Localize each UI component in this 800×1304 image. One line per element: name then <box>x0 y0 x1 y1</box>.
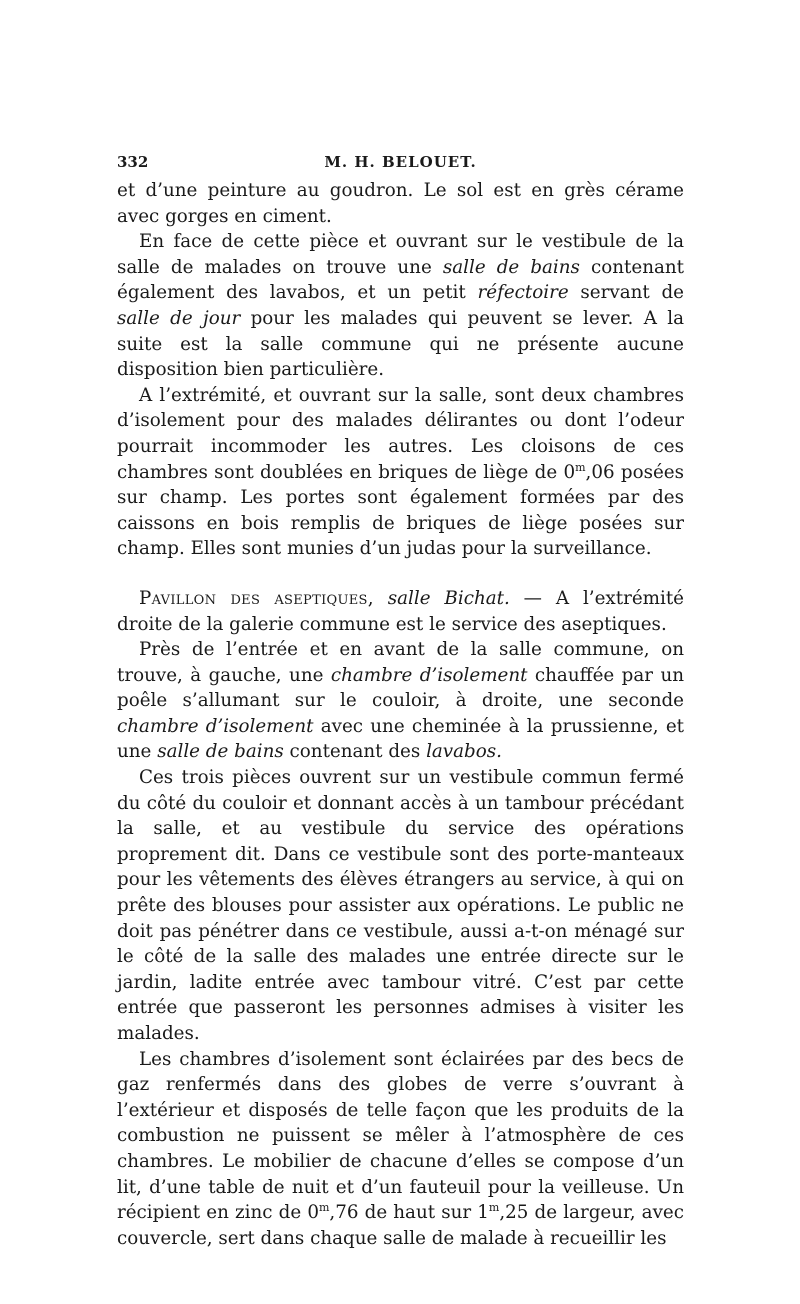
page-number: 332 <box>117 153 149 171</box>
paragraph-chambres-isolement: A l’extrémité, et ouvrant sur la salle, sont deux chambres d’isolement pour des malades délirantes ou dont l’odeur pourrait incommoder les autres. Les cloisons de ces chambres sont doublées en briques de liège de 0$^m$,06 posées sur champ. Les portes sont également formées par des caissons en bois remplis de briques de liège posées sur champ. Elles sont munies d’un judas pour la surveillance. <box>117 384 684 560</box>
page-header <box>117 150 684 174</box>
paragraph-vestibule: Ces trois pièces ouvrent sur un vestibule commun fermé du côté du couloir et donnant accès à un tambour précédant la salle, et au vestibule du service des opérations proprement dit. Dans ce vestibule sont des porte-manteaux pour les vêtements des élèves étrangers au service, à qui on prête des blouses pour assister aux opérations. Le public ne doit pas pénétrer dans ce vestibule, aussi a-t-on ménagé sur le côté de la salle des malades une entrée directe sur le jardin, ladite entrée avec tambour vitré. C’est par cette entrée que passeront les personnes admises à visiter les malades. <box>117 767 684 1044</box>
section-heading: Pavillon des aseptiques, <box>139 587 374 609</box>
paragraph-continuation: et d’une peinture au goudron. Le sol est en grès cérame avec gorges en ciment. <box>117 180 684 227</box>
paragraph-eclairage: Les chambres d’isolement sont éclairées par des becs de gaz renfermés dans des globes de verre s’ouvrant à l’extérieur et disposés de telle façon que les produits de la combustion ne puissent se mêler à l’atmosphère de ces chambres. Le mobilier de chacune d’elles se compose d’un lit, d’une table de nuit et d’un fauteuil pour la veilleuse. Un récipient en zinc de 0$^m$,76 de haut sur 1$^m$,25 de largeur, avec couvercle, sert dans chaque salle de malade à recueillir les <box>117 1048 684 1249</box>
book-page <box>117 150 684 1251</box>
running-head: M. H. BELOUET. <box>324 153 477 171</box>
paragraph-pavillon-aseptiques: Pavillon des aseptiques, salle Bichat. — A l’extrémité droite de la galerie commune est le service des aseptiques. <box>117 587 684 635</box>
paragraph-entree: Près de l’entrée et en avant de la salle commune, on trouve, à gauche, une chambre d’isolement chauffée par un poêle s’allumant sur le couloir, à droite, une seconde chambre d’isolement avec une cheminée à la prussienne, et une salle de bains contenant des lavabos. <box>117 639 684 763</box>
paragraph-salle-de-bains: En face de cette pièce et ouvrant sur le vestibule de la salle de malades on trouve une salle de bains contenant également des lavabos, et un petit réfectoire servant de salle de jour pour les malades qui peuvent se lever. A la suite est la salle commune qui ne présente aucune disposition bien particulière. <box>117 231 685 381</box>
